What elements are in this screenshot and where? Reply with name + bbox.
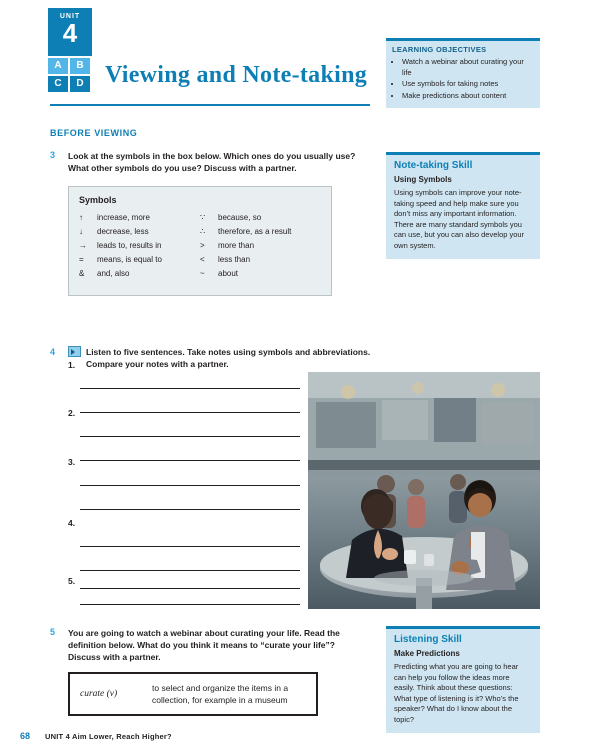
lesson-photo [308, 372, 540, 609]
exercise-5-number: 5 [50, 627, 56, 637]
symbol-meaning: because, so [218, 213, 262, 222]
symbol-glyph: ∵ [200, 213, 206, 222]
footer-unit-title: UNIT 4 Aim Lower, Reach Higher? [45, 732, 172, 741]
symbols-left-column [79, 211, 200, 281]
listening-skill-title: Listening Skill [394, 634, 462, 645]
unit-letter-a: A [48, 58, 68, 74]
answer-line-2a[interactable] [80, 436, 300, 437]
note-taking-skill-subtitle: Using Symbols [394, 175, 452, 184]
symbol-glyph: ∴ [200, 227, 206, 236]
answer-line-5b[interactable] [80, 604, 300, 605]
symbol-meaning: increase, more [97, 213, 150, 222]
symbol-row [79, 267, 200, 281]
symbol-meaning: leads to, results in [97, 241, 162, 250]
symbol-meaning: more than [218, 241, 255, 250]
symbol-glyph: > [200, 241, 205, 250]
note-taking-skill-body: Using symbols can improve your note-taking speed and help make sure you don’t miss any important information. There are many standard symbols you can use, but you can also develop your own system. [394, 188, 525, 250]
symbol-row [79, 239, 200, 253]
answer-line-3b[interactable] [80, 509, 300, 510]
unit-letter-grid [48, 58, 92, 94]
symbol-glyph: ↑ [79, 213, 83, 222]
definition-box [68, 672, 318, 716]
symbol-meaning: and, also [97, 269, 130, 278]
answer-line-4b[interactable] [80, 570, 300, 571]
symbol-meaning: less than [218, 255, 251, 264]
symbols-box [68, 186, 332, 296]
learning-objective-item: • Make predictions about content [402, 91, 534, 102]
symbol-glyph: & [79, 269, 85, 278]
page-title: Viewing and Note-taking [105, 62, 368, 88]
unit-number: 4 [62, 18, 78, 48]
symbol-row [200, 253, 321, 267]
note-taking-skill-box [386, 152, 540, 259]
learning-objectives-heading: LEARNING OBJECTIVES [392, 45, 487, 54]
learning-objective-item: • Use symbols for taking notes [402, 79, 534, 90]
answer-line-3a[interactable] [80, 485, 300, 486]
note-taking-skill-title: Note-taking Skill [394, 160, 473, 171]
unit-tab [48, 8, 92, 56]
learning-objectives-box [386, 38, 540, 108]
definition-word: curate (v) [80, 689, 118, 699]
unit-letter-d: D [70, 76, 90, 92]
exercise-3-number: 3 [50, 150, 56, 160]
symbol-meaning: therefore, as a result [218, 227, 292, 236]
symbol-glyph: = [79, 255, 84, 264]
symbol-row [79, 211, 200, 225]
answer-number-5: 5. [68, 576, 76, 586]
symbol-glyph: → [79, 241, 87, 250]
definition-text: to select and organize the items in a collection, for example in a museum [152, 683, 289, 705]
audio-play-icon[interactable] [68, 346, 81, 357]
listening-skill-subtitle: Make Predictions [394, 649, 460, 658]
answer-line-4a[interactable] [80, 546, 300, 547]
symbol-row [200, 211, 321, 225]
answer-line-1a[interactable] [80, 388, 300, 389]
unit-letter-b: B [70, 58, 90, 74]
symbol-meaning: about [218, 269, 239, 278]
unit-label: UNIT [59, 13, 81, 20]
answer-number-3: 3. [68, 457, 76, 467]
photo-illustration [308, 372, 540, 609]
exercise-3-text: Look at the symbols in the box below. Which ones do you usually use? What other symbols do you use? Discuss with a partner. [68, 151, 356, 173]
listening-skill-box [386, 626, 540, 733]
exercise-5-text: You are going to watch a webinar about curating your life. Read the definition below. What do you think it means to “curate your life”? Discuss with a partner. [68, 628, 340, 662]
symbol-meaning: decrease, less [97, 227, 149, 236]
unit-letter-c: C [48, 76, 68, 92]
symbol-row [79, 225, 200, 239]
answer-number-1: 1. [68, 360, 76, 370]
answer-line-1b[interactable] [80, 412, 300, 413]
title-divider [50, 104, 370, 106]
answer-line-5a[interactable] [80, 588, 300, 589]
symbol-row [79, 253, 200, 267]
symbols-right-column [200, 211, 321, 281]
symbol-row [200, 239, 321, 253]
learning-objectives-list [392, 57, 534, 101]
page-number: 68 [20, 731, 31, 741]
symbols-box-title: Symbols [79, 195, 117, 205]
symbol-meaning: means, is equal to [97, 255, 162, 264]
symbol-row [200, 267, 321, 281]
symbol-glyph: ↓ [79, 227, 83, 236]
exercise-4-text: Listen to five sentences. Take notes using symbols and abbreviations. Compare your notes with a partner. [86, 347, 371, 369]
section-heading: BEFORE VIEWING [50, 128, 138, 138]
answer-number-2: 2. [68, 408, 76, 418]
exercise-4-number: 4 [50, 347, 56, 357]
symbol-glyph: < [200, 255, 205, 264]
symbol-glyph: ~ [200, 269, 205, 278]
listening-skill-body: Predicting what you are going to hear can help you follow the ideas more easily. Think about these questions: What type of listening is it? Who’s the speaker? What do I know about the topic? [394, 662, 519, 724]
answer-line-2b[interactable] [80, 460, 300, 461]
symbol-row [200, 225, 321, 239]
answer-number-4: 4. [68, 518, 76, 528]
learning-objective-item: • Watch a webinar about curating your life [402, 57, 534, 78]
